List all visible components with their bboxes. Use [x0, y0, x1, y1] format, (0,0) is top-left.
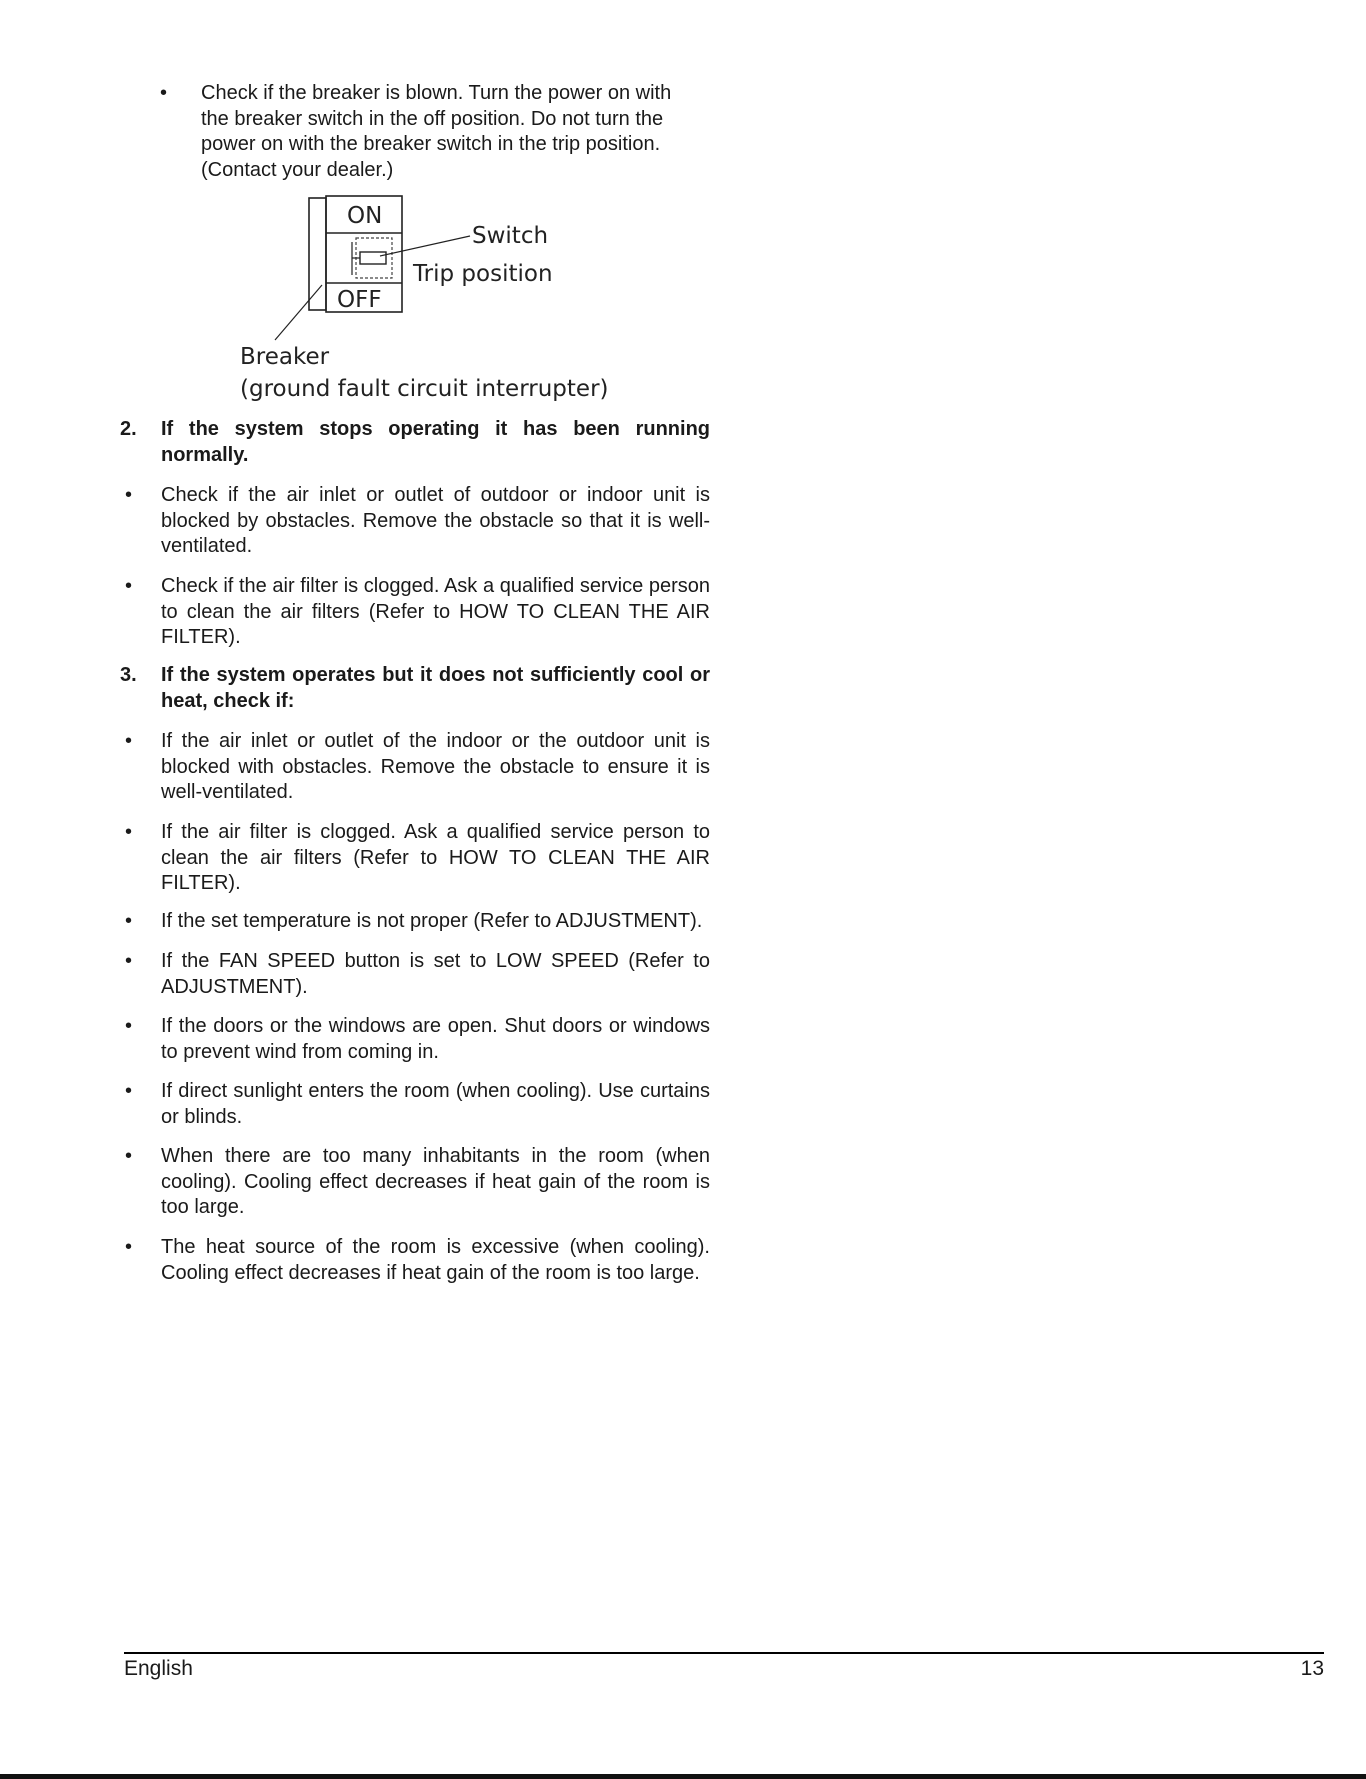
page-number: 13: [1300, 1657, 1324, 1680]
list-item-text: If the FAN SPEED button is set to LOW SPEED (Refer to ADJUSTMENT).: [161, 950, 710, 998]
breaker-label: Breaker: [240, 344, 330, 370]
on-label: ON: [347, 203, 383, 229]
bullet-marker: •: [125, 950, 133, 972]
list-item-text: Check if the air filter is clogged. Ask a qualified service person to clean the air filters (Refer to HOW TO CLEAN THE AIR FILTER).: [161, 575, 710, 648]
bullet-marker: •: [125, 821, 133, 843]
list-item-text: The heat source of the room is excessive (when cooling). Cooling effect decreases if heat gain of the room is too large.: [161, 1236, 710, 1284]
list-item-text: If the air filter is clogged. Ask a qualified service person to clean the air filters (Refer to HOW TO CLEAN THE AIR FILTER).: [161, 821, 710, 894]
breaker-diagram: [230, 190, 650, 410]
bullet-marker: •: [125, 1145, 133, 1167]
switch-label: Switch: [472, 223, 549, 249]
off-label: OFF: [337, 287, 382, 313]
footer-divider: [124, 1652, 1324, 1654]
section-number: 2.: [120, 418, 137, 440]
list-item-text: If the air inlet or outlet of the indoor or the outdoor unit is blocked with obstacles. Remove the obstacle to ensure it is well-ventilated.: [161, 730, 710, 803]
trip-position-label: Trip position: [413, 261, 553, 287]
bullet-marker: •: [160, 82, 168, 104]
list-item-text: If the set temperature is not proper (Refer to ADJUSTMENT).: [161, 910, 703, 932]
list-item-text: If the doors or the windows are open. Shut doors or windows to prevent wind from coming in.: [161, 1015, 710, 1063]
list-item-text: When there are too many inhabitants in the room (when cooling). Cooling effect decreases if heat gain of the room is too large.: [161, 1145, 710, 1218]
section-number: 3.: [120, 664, 137, 686]
bullet-marker: •: [125, 1080, 133, 1102]
bullet-marker: •: [125, 484, 133, 506]
list-item-text: If direct sunlight enters the room (when cooling). Use curtains or blinds.: [161, 1080, 710, 1128]
list-item-text: Check if the air inlet or outlet of outdoor or indoor unit is blocked by obstacles. Remove the obstacle so that it is well-ventilated.: [161, 484, 710, 557]
section-heading-text: If the system operates but it does not sufficiently cool or heat, check if:: [161, 664, 710, 712]
breaker-sub-label: (ground fault circuit interrupter): [240, 376, 609, 402]
bullet-marker: •: [125, 1015, 133, 1037]
section-heading-text: If the system stops operating it has been running normally.: [161, 418, 710, 466]
bullet-marker: •: [125, 910, 133, 932]
bullet-marker: •: [125, 730, 133, 752]
bullet-marker: •: [125, 1236, 133, 1258]
bullet-marker: •: [125, 575, 133, 597]
footer-language: English: [124, 1657, 193, 1680]
breaker-check-text: Check if the breaker is blown. Turn the power on with the breaker switch in the off position. Do not turn the power on with the breaker switch in the trip position. (Contact your dealer.): [201, 82, 672, 181]
scan-bottom-edge: [0, 1774, 1366, 1779]
